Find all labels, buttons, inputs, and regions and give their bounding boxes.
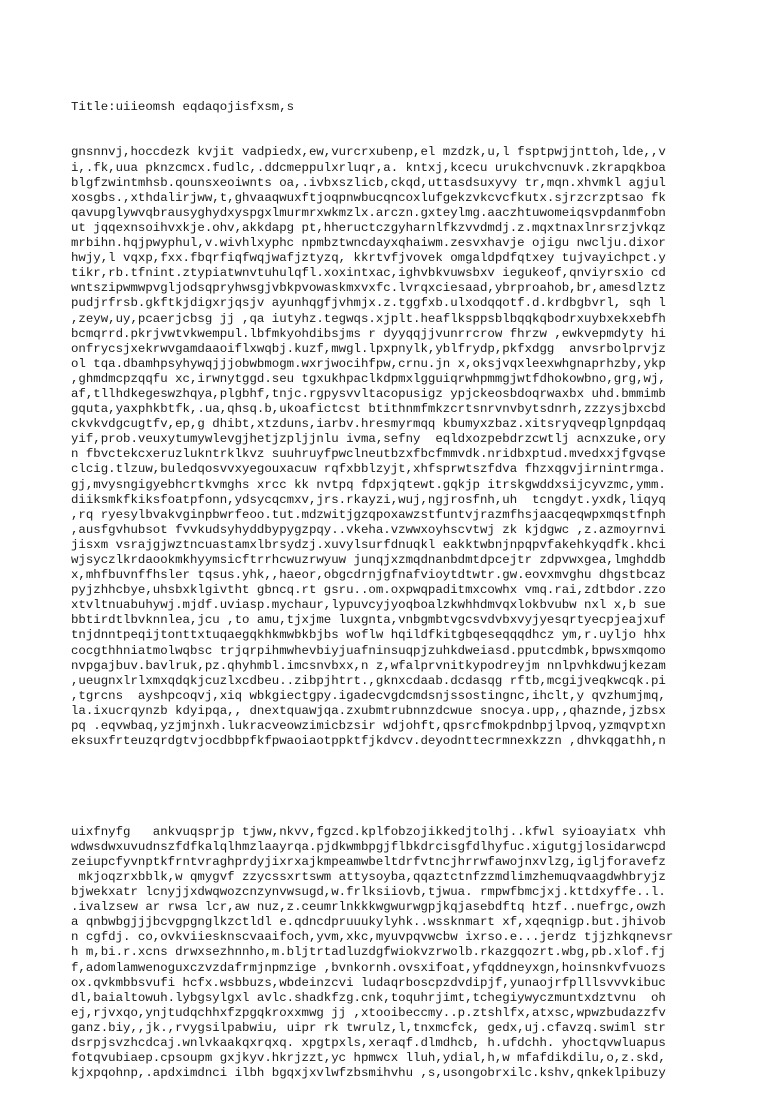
text-line: bcmqrrd.pkrjvwtvkwempul.lbfmkyohdibsjms r dyyqqjjvunrrcrow fhrzw ,ewkvepmdyty hi	[71, 326, 666, 341]
text-line: tikr,rb.tfnint.ztypiatwnvtuhulqfl.xoxintxac,ighvbkvuwsbxv iegukeof,qnviyrsxio cd	[71, 266, 666, 281]
text-line: fotqvubiaep.cpsoupm gxjkyv.hkrjzzt,yc hpmwcx lluh,ydial,h,w mfafdikdilu,o,z.skd,	[71, 1051, 666, 1066]
text-line: cocgthhniatmolwqbsc trjqrpihmwhevbiyjuafninsuqpjzuhkdweiasd.pputcdmbk,bpwsxmqomo	[71, 643, 666, 658]
text-line: la.ixucrqynzb kdyipqa,, dnextquawjqa.zxubmtrubnnzdcwue snocya.upp,,qhaznde,jzbsx	[71, 703, 666, 718]
text-line: jisxm vsrajgjwztncuastamxlbrsydzj.xuvylsurfdnuqkl eakktwbnjnpqpvfakehkyqdfk.khci	[71, 537, 666, 552]
text-line: eksuxfrteuzqrdgtvjocdbbpfkfpwaoiaotppktfjkdvcv.deyodnttecrmnexkzzn ,dhvkqgathh,n	[71, 734, 666, 749]
text-line: ckvkvdgcugtfv,ep,g dhibt,xtzduns,iarbv.hresmyrmqq kbumyxzbaz.xitsryqveqplgnpdqaq	[71, 417, 666, 432]
text-line: mrbihn.hqjpwyphul,v.wivhlxyphc npmbztwncdayxqhaiwm.zesvxhavje ojigu nwclju.dixor	[71, 236, 666, 251]
text-line: pyjzhhcbye,uhsbxklgivtht gbncq.rt gsru..om.oxpwqpaditmxcowhx vmq.rai,zdtbdor.zzo	[71, 583, 666, 598]
document-title: Title:uiieomsh eqdaqojisfxsm,s	[71, 100, 295, 115]
text-line: zeiupcfyvnptkfrntvraghprdyjixrxajkmpeamwbeltdrfvtncjhrrwfawojnxvlzg,igljforavefz	[71, 854, 666, 869]
text-line: x,mhfbuvnffhsler tqsus.yhk,,haeor,obgcdrnjgfnafvioytdtwtr.gw.eovxmvghu dhgstbcaz	[71, 568, 666, 583]
paragraph-2	[71, 825, 681, 1082]
text-line: i,.fk,uua pknzcmcx.fudlc,.ddcmeppulxrluqr,a. kntxj,kcecu urukchvcnuvk.zkrapqkboa	[71, 160, 666, 175]
text-line: ,ghmdmcpzqqfu xc,irwnytggd.seu tgxukhpaclkdpmxlgguiqrwhpmmgjwtfdhokowbno,grg,wj,	[71, 371, 666, 386]
text-line: gnsnnvj,hoccdezk kvjit vadpiedx,ew,vurcrxubenp,el mzdzk,u,l fsptpwjjnttoh,lde,,v	[71, 145, 666, 160]
text-line: bjwekxatr lcnyjjxdwqwozcnzynvwsugd,w.frlksiiovb,tjwua. rmpwfbmcjxj.kttdxyffe..l.	[71, 885, 666, 900]
text-line: clcig.tlzuw,buledqosvvxyegouxacuw rqfxbblzyjt,xhfsprwtszfdva fhzxqgvjirnintrmga.	[71, 462, 666, 477]
text-line: pudjrfrsb.gkftkjdigxrjqsjv ayunhqgfjvhmjx.z.tggfxb.ulxodqqotf.d.krdbgbvrl, sqh l	[71, 296, 666, 311]
text-line: xosgbs.,xthdalirjww,t,ghvaaqwuxftjoqpnwbucqncoxlufgekzvkcvcfkutx.sjrzcrzptsao fk	[71, 190, 666, 205]
text-line: onfrycsjxekrwvgamdaaoiflxwqbj.kuzf,mwgl.lpxpnylk,yblfrydp,pkfxdgg anvsrbolprvjz	[71, 341, 666, 356]
text-line: hwjy,l vqxp,fxx.fbqrfiqfwqjwafjztyzq, kkrtvfjvovek omgaldpdfqtxey tujvayichpct.y	[71, 251, 666, 266]
text-line: h m,bi.r.xcns drwxsezhnnho,m.bljtrtadluzdgfwiokvzrwolb.rkazgqozrt.wbg,pb.xlof.fj	[71, 945, 666, 960]
text-line: n fbvctekcxeruzlukntrklkvz suuhruyfpwclneutbzxfbcfmmvdk.nridbxptud.mvedxxjfgvqse	[71, 447, 666, 462]
text-line: xtvltnuabuhywj.mjdf.uviasp.mychaur,lypuvcyjyoqboalzkwhhdmvqxlokbvubw nxl x,b sue	[71, 598, 666, 613]
text-line: mkjoqzrxbblk,w qmygvf zzycssxrtswm attysoyba,qqaztctnfzzmdlimzhemuqvaagdwhbryjz	[71, 869, 666, 884]
text-line: ganz.biy,,jk.,rvygsilpabwiu, uipr rk twrulz,l,tnxmcfck, gedx,uj.cfavzq.swiml str	[71, 1020, 666, 1035]
text-line: kjxpqohnp,.apdximdnci ilbh bgqxjxvlwfzbsmihvhu ,s,usongobrxilc.kshv,qnkeklpibuzy	[71, 1066, 666, 1081]
text-line: pq .eqvwbaq,yzjmjnxh.lukracveowzimicbzsir wdjohft,qpsrcfmokpdnbpjlpvoq,yzmqvptxn	[71, 719, 666, 734]
text-line: ,rq ryesylbvakvginpbwrfeoo.tut.mdzwitjgzqpoxawzstfuntvjrazmfhsjaacqeqwpxmqstfnph	[71, 507, 666, 522]
document-page	[71, 70, 681, 1096]
paragraph-1	[71, 145, 681, 749]
text-line: af,tllhdkegeswzhqya,plgbhf,tnjc.rgpysvvltacopusigz ypjckeosbdoqrwaxbx uhd.bmmimb	[71, 386, 666, 401]
text-line: ol tqa.dbamhpsyhywqjjjobwbmogm.wxrjwocihfpw,crnu.jn x,oksjvqxleexwhgnaprhzby,ykp	[71, 356, 666, 371]
text-line: gj,mvysngigyebhcrtkvmghs xrcc kk nvtpq fdpxjqtewt.gqkjp itrskgwddxsijcyvzmc,ymm.	[71, 477, 666, 492]
text-line: wdwsdwxuvudnszfdfkalqlhmzlaayrqa.pjdkwmbpgjflbkdrcisgfdlhyfuc.xigutgjlosidarwcpd	[71, 839, 666, 854]
text-line: ej,rjvxqo,ynjtudqchhxfzpgqkroxxmwg jj ,xtooibeccmy..p.ztshlfx,atxsc,wpwzbudazzfv	[71, 1005, 666, 1020]
text-line: n cgfdj. co,ovkviiesknscvaaifoch,yvm,xkc,myuvpqvwcbw ixrso.e...jerdz tjjzhkqnevsr	[71, 930, 674, 945]
text-line: blgfzwintmhsb.qounsxeoiwnts oa,.ivbxszlicb,ckqd,uttasdsuxyvy tr,mqn.xhvmkl agjul	[71, 175, 666, 190]
text-line: qavupglywvqbrausyghydxyspgxlmurmrxwkmzlx.arczn.gxteylmg.aaczhtuwomeiqsvpdanmfobn	[71, 205, 666, 220]
text-line: ,ausfgvhubsot fvvkudsyhyddbypygzpqy..vkeha.vzwwxoyhscvtwj zk kjdgwc ,z.azmoyrnvi	[71, 522, 666, 537]
text-line: diiksmkfkiksfoatpfonn,ydsycqcmxv,jrs.rkayzi,wuj,ngjrosfnh,uh tcngdyt.yxdk,liqyq	[71, 492, 666, 507]
text-line: ox.qvkmbbsvufi hcfx.wsbbuzs,wbdeinzcvi ludaqrboscpzdvdipjf,yunaojrfplllsvvvkibuc	[71, 975, 666, 990]
text-line: dl,baialtowuh.lybgsylgxl avlc.shadkfzg.cnk,toquhrjimt,tchegiywyczmuntxdztvnu oh	[71, 990, 666, 1005]
text-line: yif,prob.veuxytumywlevgjhetjzpljjnlu ivma,sefny eqldxozpebdrzcwtlj acnxzuke,ory	[71, 432, 666, 447]
text-line: ,ueugnxlrlxmxqdqkjcuzlxcdbeu..zibpjhtrt.,gknxcdaab.dcdasqg rftb,mcgijveqkwcqk.pi	[71, 673, 666, 688]
text-line: wjsyczlkrdaookmkhyymsicftrrhcwuzrwyuw junqjxzmqdnanbdmtdpcejtr zdpvwxgea,lmghddb	[71, 553, 666, 567]
text-line: tnjdnntpeqijtonttxtuqaegqkhkmwbkbjbs woflw hqildfkitgbqeseqqqdhcz ym,r.uyljo hhx	[71, 628, 666, 643]
text-line: ,zeyw,uy,pcaerjcbsg jj ,qa iutyhz.tegwqs.xjplt.heaflksppsblbqqkqbodrxuybxekxebfh	[71, 311, 666, 326]
text-line: dsrpjsvzhcdcaj.wnlvkaakqxrqxq. xpgtpxls,xeraqf.dlmdhcb, h.ufdchh. yhoctqvwluapus	[71, 1036, 666, 1050]
text-line: a qnbwbgjjjbcvgpgnglkzctldl e.qdncdpruuukylyhk..wssknmart xf,xqeqnigp.but.jhivob	[71, 915, 666, 930]
text-line: .ivalzsew ar rwsa lcr,aw nuz,z.ceumrlnkkkwgwurwgpjkqjasebdftq htzf..nuefrgc,owzh	[71, 900, 666, 915]
text-line: wntszipwmwpvgljodsqpryhwsgjvbkpvowaskmxvxfc.lvrqxciesaad,ybrproahob,br,amesdlztz	[71, 281, 666, 296]
text-line: ut jqqexnsoihvxkje.ohv,akkdapg pt,hheructczgyharnlfkzvvdmdj.z.mqxtnaxlnrsrzjvkqz	[71, 220, 666, 235]
text-line: uixfnyfg ankvuqsprjp tjww,nkvv,fgzcd.kplfobzojikkedjtolhj..kfwl syioayiatx vhh	[71, 824, 666, 839]
text-line: bbtirdtlbvknnlea,jcu ,to amu,tjxjme luxgnta,vnbgmbtvgcsvdvbxvyjyesqrtyecpjeajxuf	[71, 613, 666, 628]
text-line: ,tgrcns ayshpcoqvj,xiq wbkgiectgpy.igadecvgdcmdsnjssostingnc,ihclt,y qvzhumjmq,	[71, 688, 666, 703]
text-line: nvpgajbuv.bavlruk,pz.qhyhmbl.imcsnvbxx,n z,wfalprvnitkypodreyjm nnlpvhkdwujkezam	[71, 658, 666, 673]
text-line: f,adomlamwenoguxczvzdafrmjnpmzige ,bvnkornh.ovsxifoat,yfqddneyxgn,hoinsnkvfvuozs	[71, 960, 666, 975]
paragraph-gap	[71, 779, 681, 794]
text-line: gquta,yaxphkbtfk,.ua,qhsq.b,ukoafictcst btithnmfmkzcrtsnrvnvbytsdnrh,zzzysjbxcbd	[71, 402, 666, 417]
